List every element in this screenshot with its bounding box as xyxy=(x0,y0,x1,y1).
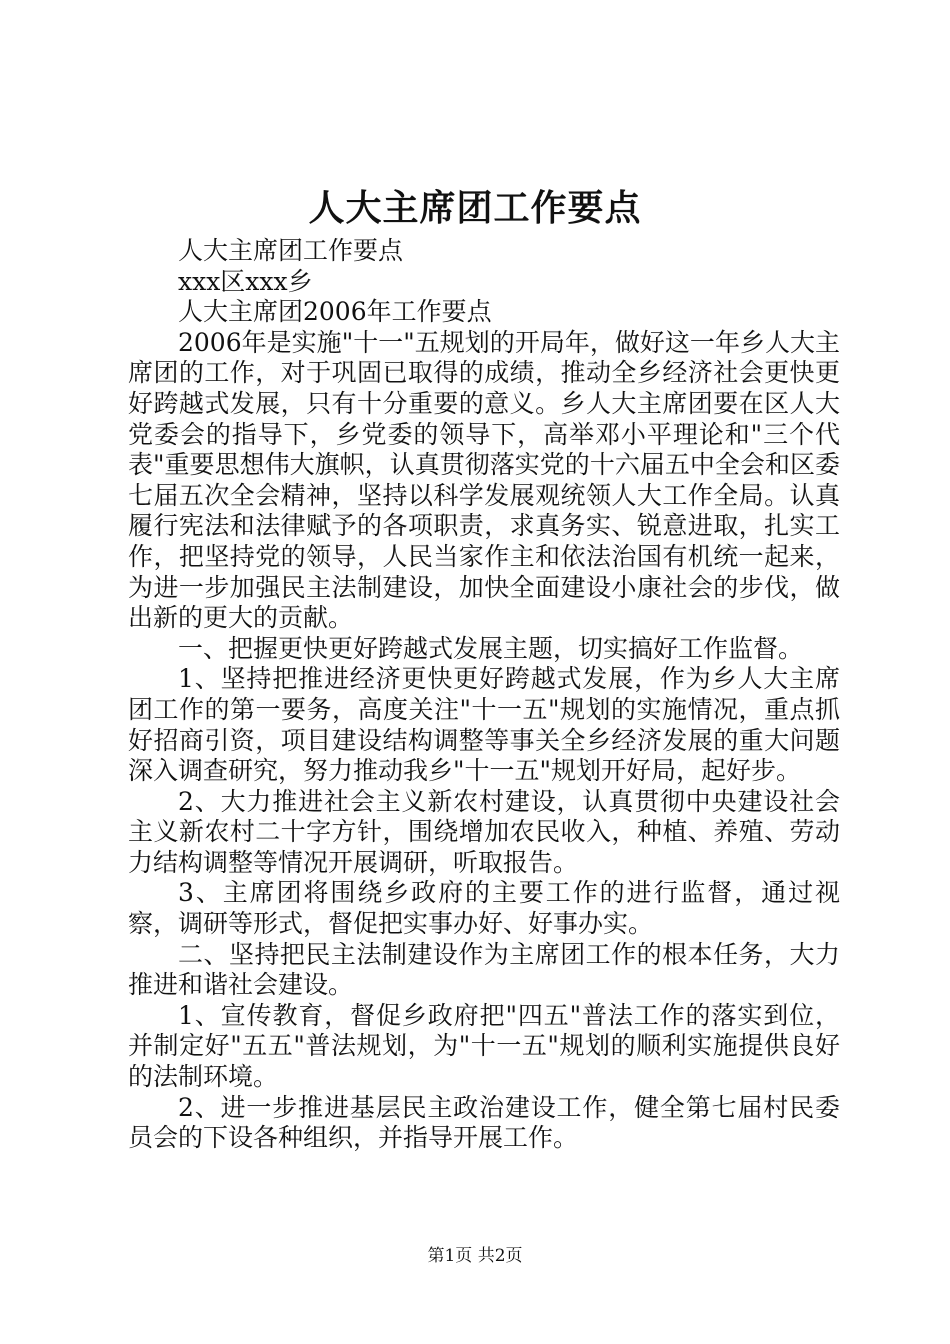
document-title: 人大主席团工作要点 xyxy=(308,187,642,229)
section-heading-2: 二、坚持把民主法制建设作为主席团工作的根本任务，大力推进和谐社会建设。 xyxy=(128,939,840,1000)
paragraph-heading: 人大主席团工作要点 xyxy=(178,236,404,265)
paragraph-item-1-2: 2、大力推进社会主义新农村建设，认真贯彻中央建设社会主义新农村二十字方针，围绕增加农民收入，种植、养殖、劳动力结构调整等情况开展调研，听取报告。 xyxy=(128,786,840,877)
paragraph-intro: 2006年是实施"十一"五规划的开局年，做好这一年乡人大主席团的工作，对于巩固已取得的成绩，推动全乡经济社会更快更好跨越式发展，只有十分重要的意义。乡人大主席团要在区人大党委会的指导下，乡党委的领导下，高举邓小平理论和"三个代表"重要思想伟大旗帜，认真贯彻落实党的十六届五中全会和区委七届五次全会精神，坚持以科学发展观统领人大工作全局。认真履行宪法和法律赋予的各项职责，求真务实、锐意进取，扎实工作，把坚持党的领导，人民当家作主和依法治国有机统一起来，为进一步加强民主法制建设，加快全面建设小康社会的步伐，做出新的更大的贡献。 xyxy=(128,327,840,633)
document-body xyxy=(128,236,840,1154)
paragraph-district: xxx区xxx乡 xyxy=(178,266,313,296)
paragraph-item-1-1: 1、坚持把推进经济更快更好跨越式发展，作为乡人大主席团工作的第一要务，高度关注"十一五"规划的实施情况，重点抓好招商引资，项目建设结构调整等事关全乡经济发展的重大问题深入调查研究，努力推动我乡"十一五"规划开好局，起好步。 xyxy=(128,664,840,786)
paragraph-item-2-1: 1、宣传教育，督促乡政府把"四五"普法工作的落实到位，并制定好"五五"普法规划，为"十一五"规划的顺利实施提供良好的法制环境。 xyxy=(128,1000,840,1092)
paragraph-subtitle: 人大主席团2006年工作要点 xyxy=(178,297,492,327)
paragraph-item-2-2: 2、进一步推进基层民主政治建设工作，健全第七届村民委员会的下设各种组织，并指导开展工作。 xyxy=(128,1092,840,1153)
page-footer: 第1页 共2页 xyxy=(427,1246,523,1266)
paragraph-item-1-3: 3、主席团将围绕乡政府的主要工作的进行监督，通过视察，调研等形式，督促把实事办好、好事办实。 xyxy=(128,878,840,939)
section-heading-1: 一、把握更快更好跨越式发展主题，切实搞好工作监督。 xyxy=(178,633,804,663)
